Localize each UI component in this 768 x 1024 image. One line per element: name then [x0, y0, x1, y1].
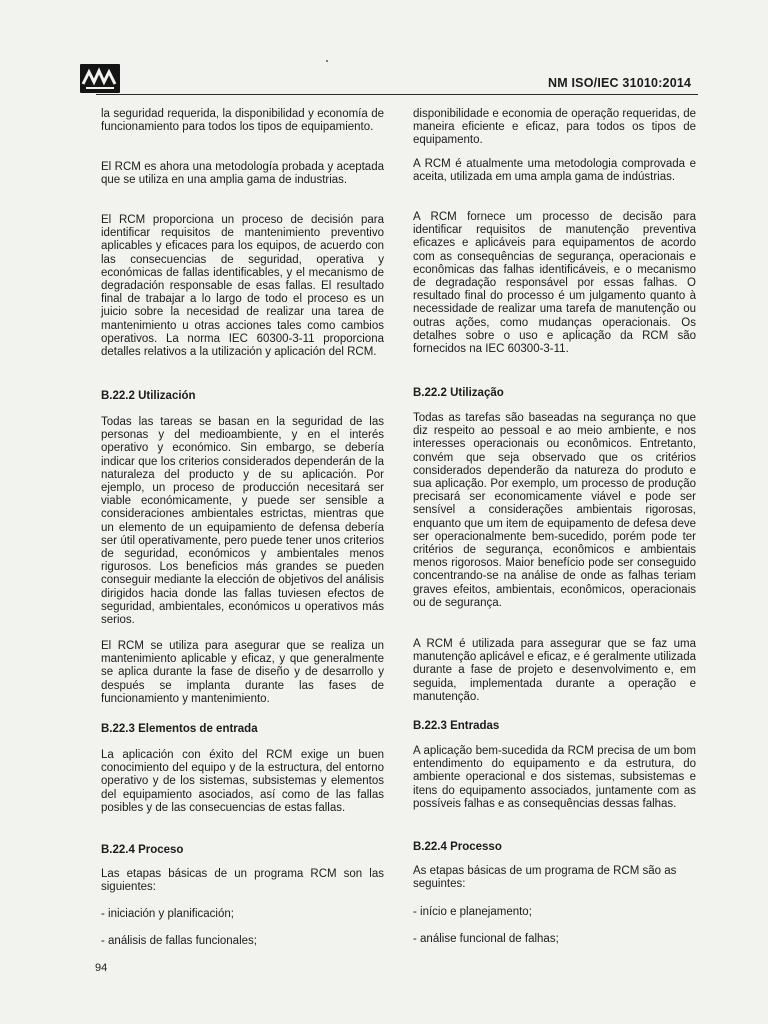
paragraph: El RCM se utiliza para asegurar que se realiza un mantenimiento aplicable y eficaz, y que generalmente se aplica durante la fase de diseño y de desarrollo y después se implanta durante las fases de funcionamiento y mantenimiento.	[101, 640, 384, 705]
paragraph: Las etapas básicas de un programa RCM son las siguientes:	[101, 868, 384, 894]
list-item: - iniciación y planificación;	[101, 908, 234, 920]
list-item: - análisis de fallas funcionales;	[101, 935, 257, 947]
paragraph: El RCM es ahora una metodología probada y aceptada que se utiliza en una amplia gama de industrias.	[101, 161, 384, 187]
paragraph: As etapas básicas de um programa de RCM são as seguintes:	[413, 865, 677, 891]
list-item: - análise funcional de falhas;	[413, 933, 559, 945]
paragraph: El RCM proporciona un proceso de decisión para identificar requisitos de mantenimiento preventivo aplicables y eficaces para los equipos, de acuerdo con las consecuencias de seguridad, operativa y económicas de fallas identificables, y el mecanismo de degradación responsable de esas fallas. El resultado final de trabajar a lo largo de todo el proceso es un juicio sobre la necesidad de realizar una tarea de mantenimiento u otras acciones tales como cambios operativos. La norma IEC 60300-3-11 proporciona detalles relativos a la utilización y aplicación del RCM.	[101, 214, 384, 359]
section-heading: B.22.3 Entradas	[413, 720, 500, 732]
header-rule	[96, 94, 698, 95]
paragraph: A RCM é utilizada para assegurar que se faz uma manutenção aplicável e eficaz, e é geralmente utilizada durante a fase de projeto e desenvolvimento e, em seguida, implementada durante a operação e manutenção.	[413, 638, 696, 703]
section-heading: B.22.3 Elementos de entrada	[101, 723, 258, 735]
paragraph: A RCM fornece um processo de decisão para identificar requisitos de manutenção preventiva eficazes e aplicáveis para equipamentos de acordo com as consequências de segurança, operacionais e econômicas das falhas identificáveis, e o mecanismo de degradação responsável por essas falhas. O resultado final do processo é um julgamento quanto à necessidade de realizar uma tarefa de manutenção ou outras ações, como mudanças operacionais. Os detalhes sobre o uso e aplicação da RCM são fornecidos na IEC 60300-3-11.	[413, 211, 696, 356]
list-item: - início e planejamento;	[413, 906, 532, 918]
section-heading: B.22.4 Processo	[413, 841, 502, 853]
section-heading: B.22.2 Utilização	[413, 387, 504, 399]
section-heading: B.22.4 Proceso	[101, 844, 184, 856]
paragraph: Todas as tarefas são baseadas na segurança no que diz respeito ao pessoal e ao meio ambiente, e nos interesses operacionais ou econômicos. Entretanto, convém que seja observado que os critérios considerados dependerão da natureza do produto e sua aplicação. Por exemplo, um processo de produção precisará ser economicamente viável e pode ser sensível a considerações ambientais rigorosas, enquanto que um item de equipamento de defesa deve ser operacionalmente bem-sucedido, porém pode ter critérios de segurança, econômicos e ambientais menos rigorosos. Maior benefício pode ser conseguido concentrando-se na análise de onde as falhas teriam graves efeitos, ambientais, econômicos, operacionais ou de segurança.	[413, 412, 696, 609]
document-code: NM ISO/IEC 31010:2014	[548, 76, 692, 90]
section-heading: B.22.2 Utilización	[101, 390, 196, 402]
paragraph: A aplicação bem-sucedida da RCM precisa de um bom entendimento do equipamento e da estrutura, do ambiente operacional e dos sistemas, subsistemas e itens do equipamento associados, juntamente com as possíveis falhas e as consequências dessas falhas.	[413, 745, 696, 810]
page-number: 94	[95, 962, 108, 974]
scan-speck	[326, 60, 328, 62]
paragraph: la seguridad requerida, la disponibilidad y economía de funcionamiento para todos los tipos de equipamiento.	[101, 108, 384, 134]
standards-logo-icon	[80, 64, 120, 93]
paragraph: Todas las tareas se basan en la seguridad de las personas y del medioambiente, y en el interés operativo y económico. Sin embargo, se debería indicar que los criterios considerados dependerán de la naturaleza del producto y de su aplicación. Por ejemplo, un proceso de producción necesitará ser viable económicamente, y puede ser sensible a consideraciones ambientales estrictas, mientras que un elemento de un equipamiento de defensa debería ser útil operativamente, pero puede tener unos criterios de seguridad, económicos y ambientales menos rigurosos. Los beneficios más grandes se pueden conseguir mediante la elección de objetivos del análisis dirigidos hacia donde las fallas tuviesen efectos de seguridad, ambientales, económicos u operativos más serios.	[101, 416, 384, 627]
paragraph: A RCM é atualmente uma metodologia comprovada e aceita, utilizada em uma ampla gama de indústrias.	[413, 158, 696, 184]
paragraph: La aplicación con éxito del RCM exige un buen conocimiento del equipo y de la estructura, del entorno operativo y de los sistemas, subsistemas y elementos del equipamiento asociados, así como de las fallas posibles y de las consecuencias de estas fallas.	[101, 749, 384, 814]
paragraph: disponibilidade e economia de operação requeridas, de maneira eficiente e eficaz, para todos os tipos de equipamento.	[413, 108, 696, 147]
